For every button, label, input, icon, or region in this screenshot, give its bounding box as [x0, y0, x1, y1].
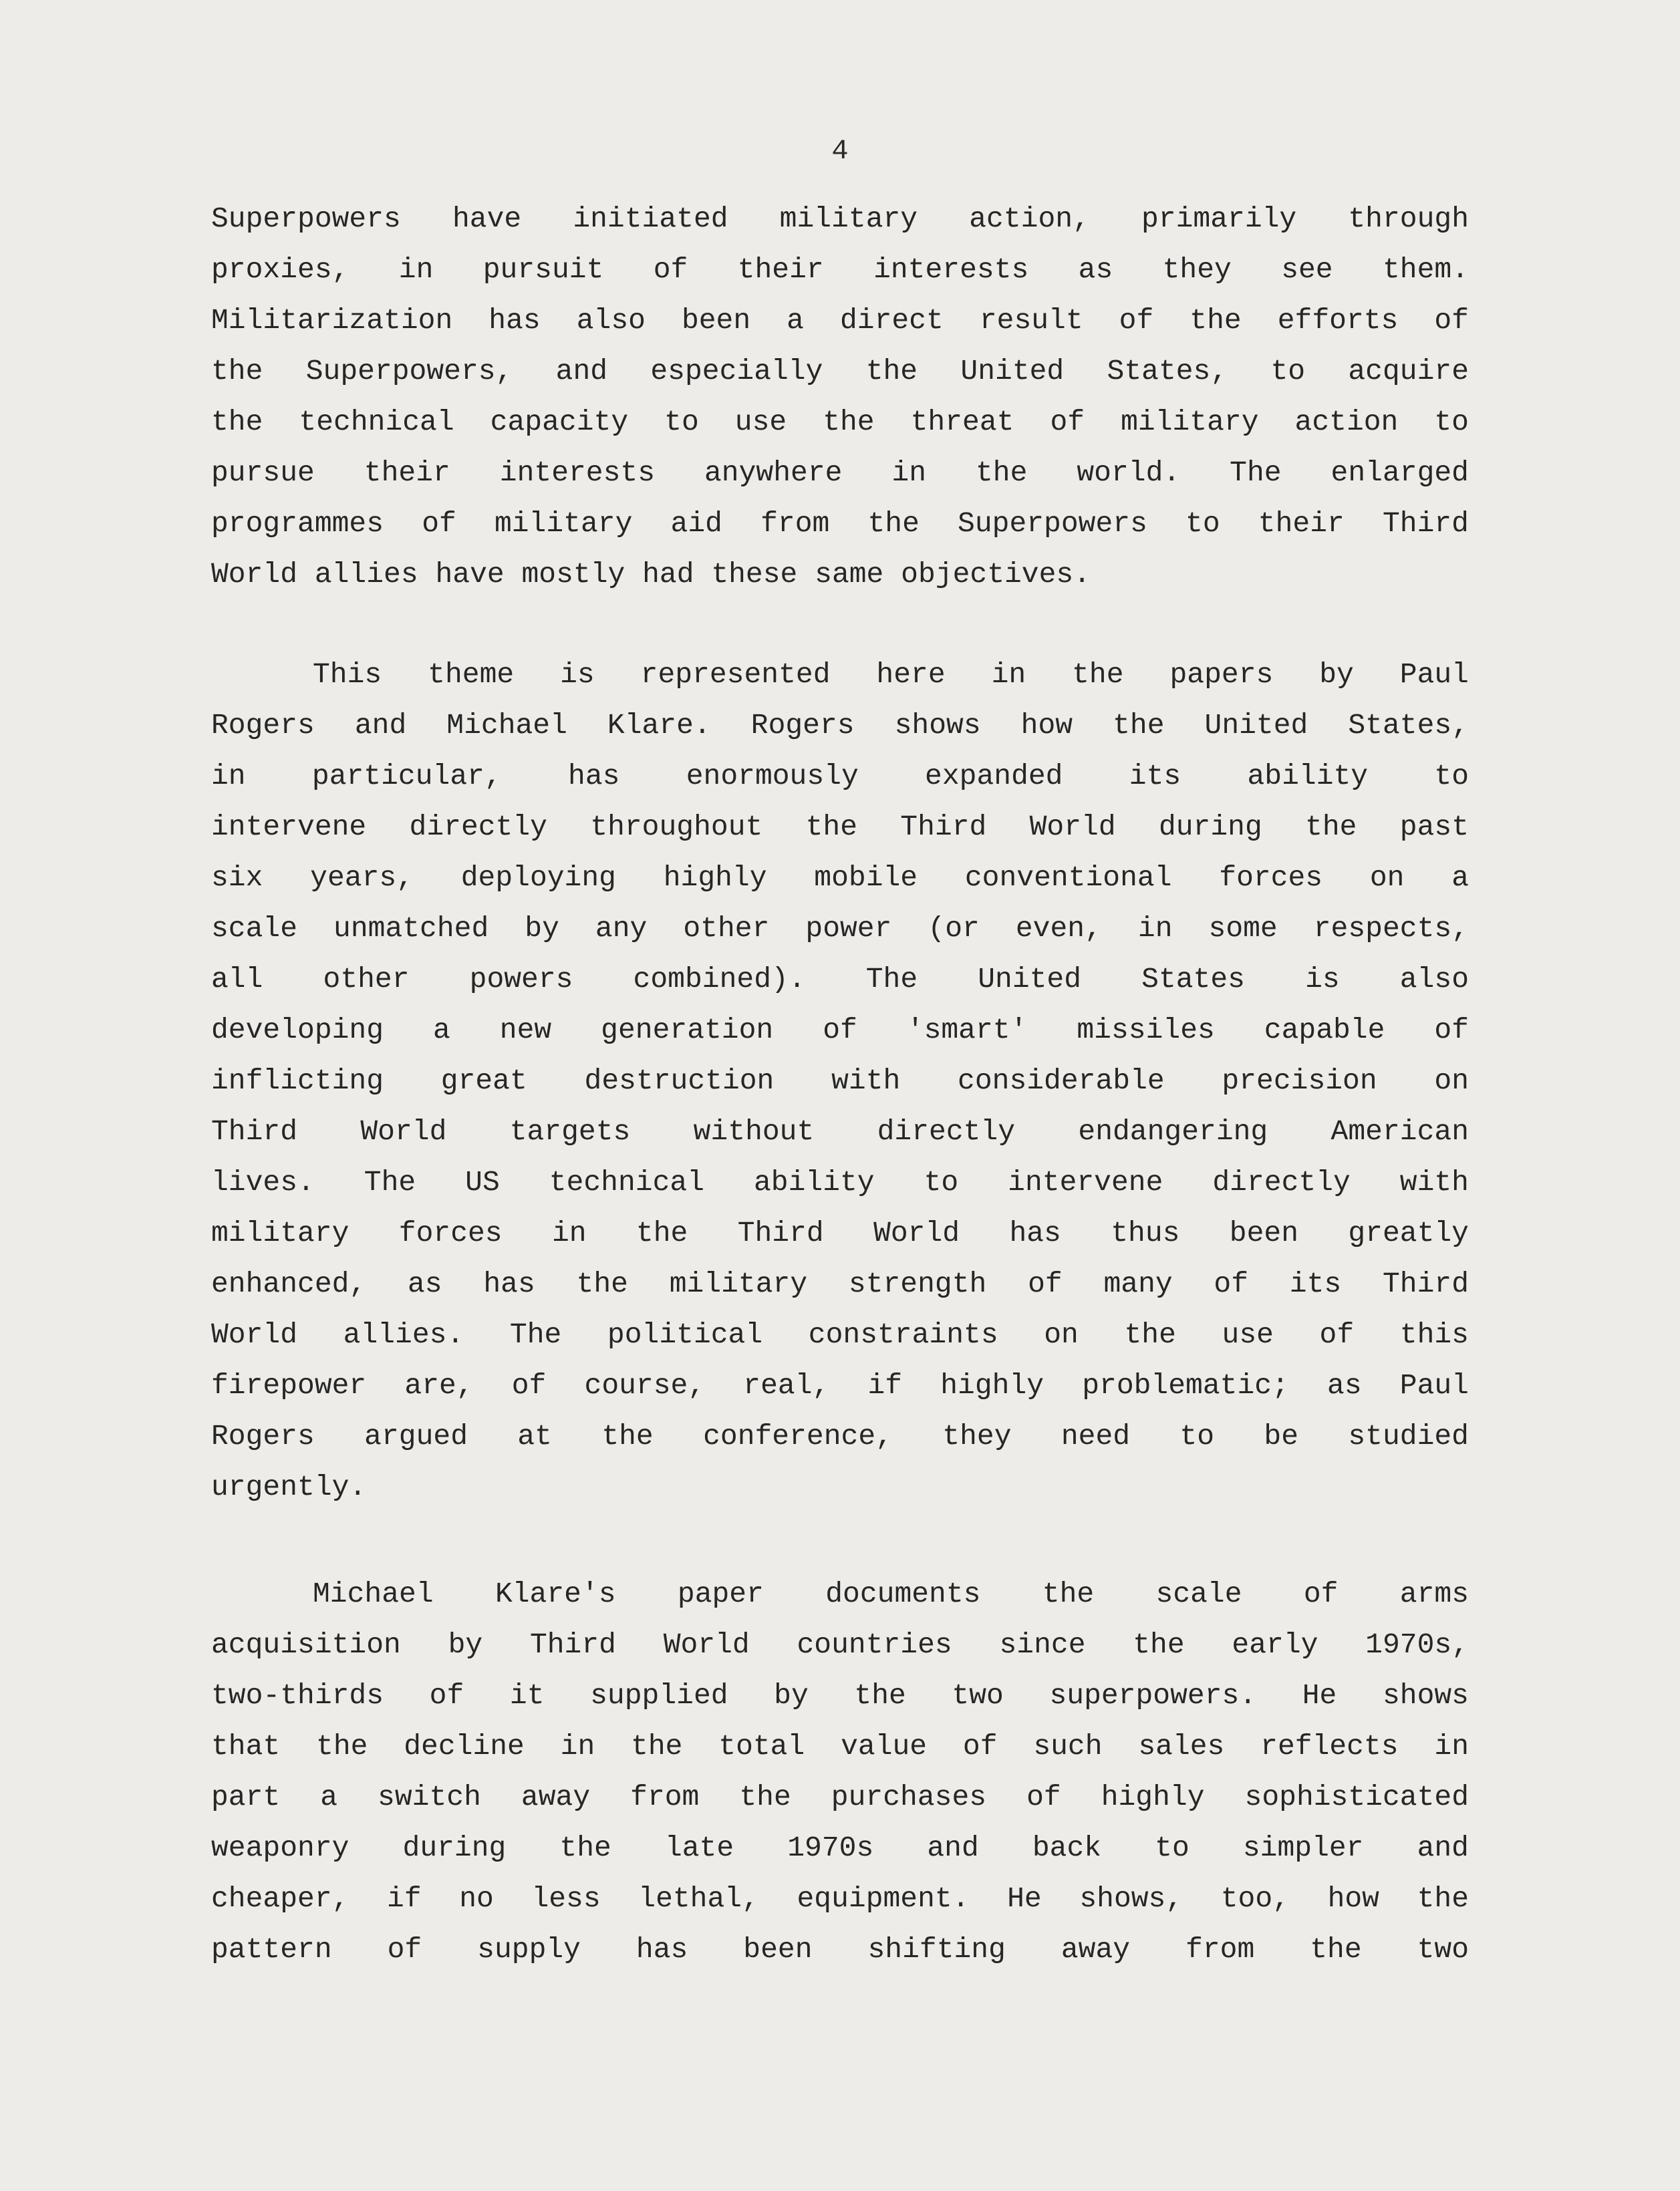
text-line: Rogers argued at the conference, they need to be studied [211, 1420, 1469, 1453]
text-line: all other powers combined). The United States is also [211, 963, 1469, 996]
text-line: weaponry during the late 1970s and back to simpler and [211, 1832, 1469, 1864]
text-line: urgently. [211, 1471, 367, 1503]
text-line: developing a new generation of 'smart' missiles capable of [211, 1014, 1469, 1046]
text-line: intervene directly throughout the Third World during the past [211, 811, 1469, 843]
text-line: that the decline in the total value of such sales reflects in [211, 1730, 1469, 1763]
text-line: pattern of supply has been shifting away from the two [211, 1933, 1469, 1966]
paragraph-3 [211, 1569, 1469, 1975]
text-line: Michael Klare's paper documents the scale of arms [313, 1578, 1469, 1610]
text-line: Rogers and Michael Klare. Rogers shows how the United States, [211, 709, 1469, 742]
text-line: Superpowers have initiated military action, primarily through [211, 202, 1469, 235]
text-line: firepower are, of course, real, if highly problematic; as Paul [211, 1369, 1469, 1402]
text-line: enhanced, as has the military strength of many of its Third [211, 1268, 1469, 1300]
text-line: This theme is represented here in the papers by Paul [313, 658, 1469, 691]
paragraph-1 [211, 194, 1469, 600]
text-line: lives. The US technical ability to intervene directly with [211, 1166, 1469, 1199]
text-line: the technical capacity to use the threat of military action to [211, 406, 1469, 438]
text-line: the Superpowers, and especially the United States, to acquire [211, 355, 1469, 388]
text-line: part a switch away from the purchases of highly sophisticated [211, 1781, 1469, 1813]
text-line: military forces in the Third World has thus been greatly [211, 1217, 1469, 1250]
text-line: World allies. The political constraints on the use of this [211, 1318, 1469, 1351]
text-line: cheaper, if no less lethal, equipment. He shows, too, how the [211, 1882, 1469, 1915]
text-line: Third World targets without directly endangering American [211, 1115, 1469, 1148]
text-line: in particular, has enormously expanded its ability to [211, 760, 1469, 792]
text-line: proxies, in pursuit of their interests as they see them. [211, 253, 1469, 286]
text-line: pursue their interests anywhere in the world. The enlarged [211, 456, 1469, 489]
text-line: Militarization has also been a direct result of the efforts of [211, 304, 1469, 337]
text-line: two-thirds of it supplied by the two superpowers. He shows [211, 1679, 1469, 1712]
text-line: scale unmatched by any other power (or even, in some respects, [211, 912, 1469, 945]
text-line: inflicting great destruction with considerable precision on [211, 1064, 1469, 1097]
paragraph-2 [211, 649, 1469, 1513]
page-number: 4 [831, 135, 849, 167]
text-line: six years, deploying highly mobile conventional forces on a [211, 861, 1469, 894]
text-line: acquisition by Third World countries since the early 1970s, [211, 1628, 1469, 1661]
text-line: programmes of military aid from the Superpowers to their Third [211, 507, 1469, 540]
text-line: World allies have mostly had these same objectives. [211, 558, 1091, 591]
